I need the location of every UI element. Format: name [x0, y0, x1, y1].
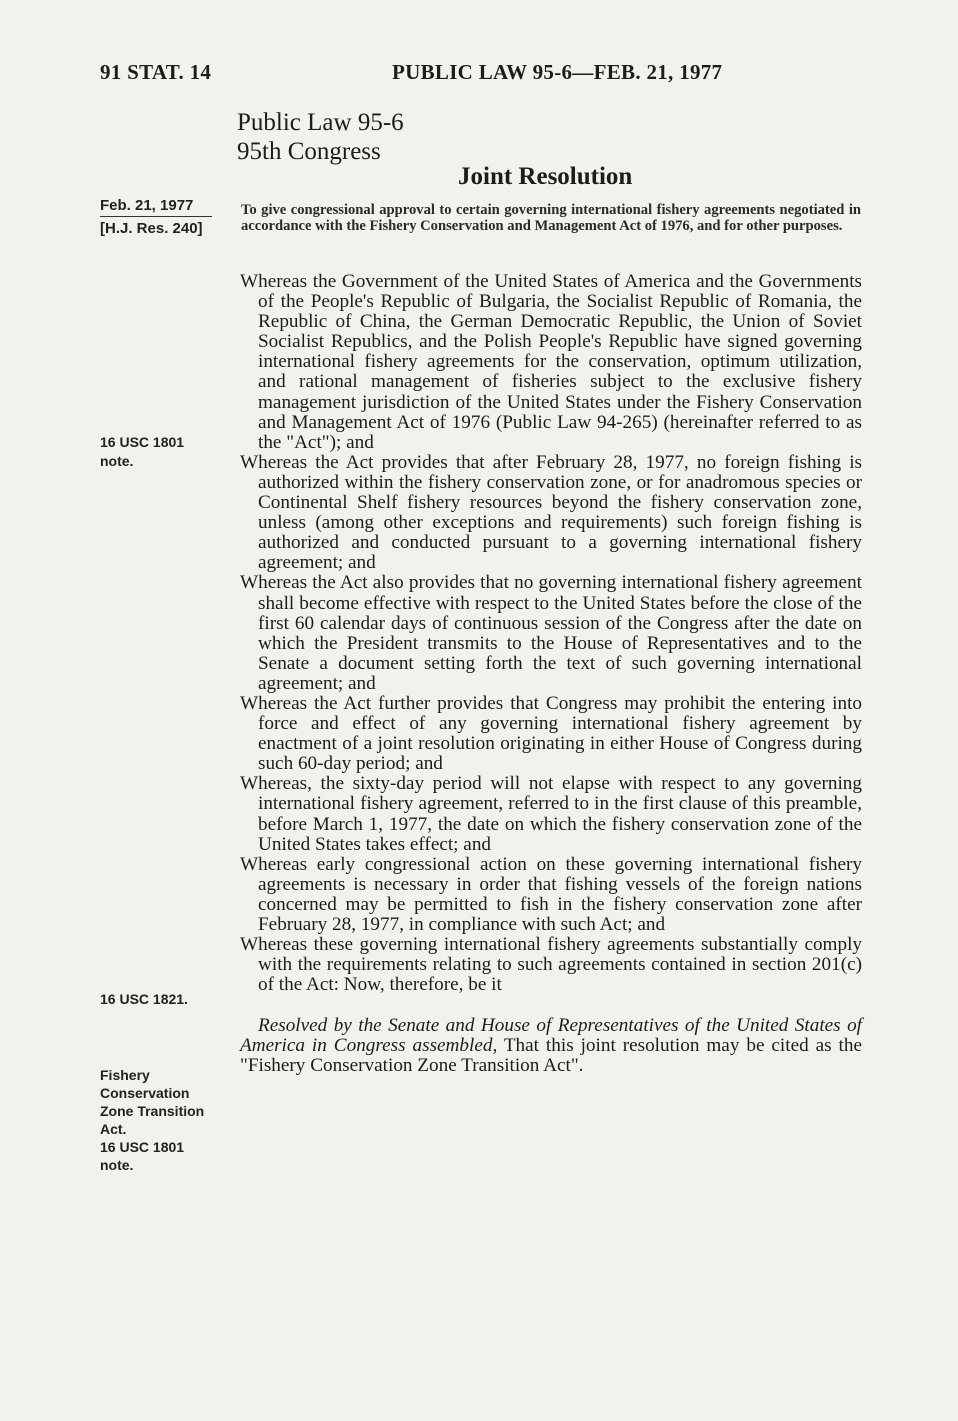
purpose-statement: To give congressional approval to certain governing international fishery agreements negotiated in accordance with the Fishery Conservation and Management Act of 1976, and for other purposes. [241, 202, 861, 234]
document-type: Joint Resolution [458, 163, 633, 190]
margin-short-title-note [100, 1066, 230, 1174]
preamble [240, 272, 862, 995]
margin-usc-note-1-line: note. [100, 453, 134, 469]
margin-short-title-line: Conservation [100, 1085, 190, 1101]
law-number: Public Law 95-6 [237, 109, 404, 136]
whereas-clause: Whereas these governing international fishery agreements substantially comply with the requirements relating to such agreements contained in section 201(c) of the Act: Now, therefore, be it [240, 934, 862, 996]
enacting-formula: Resolved by the Senate and House of Representatives of the United States of America in Congress assembled, [240, 1015, 862, 1057]
margin-short-title-line: 16 USC 1801 [100, 1139, 185, 1155]
congress-number: 95th Congress [237, 138, 381, 165]
whereas-clause: Whereas, the sixty-day period will not elapse with respect to any governing international fishery agreement, referred to in the first clause of this preamble, before March 1, 1977, the date on which the fishery conservation zone of the United States takes effect; and [240, 773, 862, 855]
margin-usc-note-1-line: 16 USC 1801 [100, 434, 185, 450]
margin-usc-note-2: 16 USC 1821. [100, 991, 188, 1007]
statute-page-number: 91 STAT. 14 [100, 60, 212, 84]
enacting-clause [240, 1016, 862, 1076]
running-title: PUBLIC LAW 95-6—FEB. 21, 1977 [392, 60, 723, 84]
whereas-clause: Whereas the Act provides that after February 28, 1977, no foreign fishing is authorized within the fishery conservation zone, or for anadromous species or Continental Shelf fishery resources beyond the fishery conservation zone, unless (among other exceptions and requirements) such foreign fishing is authorized and conducted pursuant to a governing international fishery agreement; and [240, 451, 862, 574]
whereas-clause: Whereas the Act further provides that Congress may prohibit the entering into force and effect of any governing international fishery agreement by enactment of a joint resolution originating in either House of Congress during such 60-day period; and [240, 692, 862, 775]
margin-short-title-line: Act. [100, 1121, 127, 1137]
margin-resolution-number: [H.J. Res. 240] [100, 220, 203, 237]
margin-short-title-line: note. [100, 1157, 134, 1173]
whereas-clause: Whereas early congressional action on these governing international fishery agreements is necessary in order that fishing vessels of the foreign nations concerned may be permitted to fish in the fishery conservation zone after February 28, 1977, in compliance with such Act; and [240, 853, 862, 935]
margin-usc-note-1 [100, 433, 184, 471]
law-heading [237, 108, 404, 166]
short-title-provision: That this joint resolution may be cited as the "Fishery Conservation Zone Transition Act". [240, 1035, 862, 1077]
whereas-clause: Whereas the Act also provides that no governing international fishery agreement shall become effective with respect to the United States before the close of the first 60 calendar days of continuous session of the Congress after the date on which the President transmits to the House of Representatives and to the Senate a document setting forth the text of such governing international agreement; and [240, 572, 862, 694]
margin-short-title-line: Fishery [100, 1067, 150, 1083]
margin-short-title-line: Zone Transition [100, 1103, 205, 1119]
margin-date: Feb. 21, 1977 [100, 196, 212, 217]
whereas-clause: Whereas the Government of the United States of America and the Governments of the People's Republic of Bulgaria, the Socialist Republic of Romania, the Republic of China, the German Democratic Republic, the Union of Soviet Socialist Republics, and the Polish People's Republic have signed governing international fishery agreements for the conservation, optimum utilization, and rational management of fisheries subject to the exclusive fishery management jurisdiction of the United States under the Fishery Conservation and Management Act of 1976 (Public Law 94-265) (hereinafter referred to as the "Act"); and [240, 271, 862, 453]
